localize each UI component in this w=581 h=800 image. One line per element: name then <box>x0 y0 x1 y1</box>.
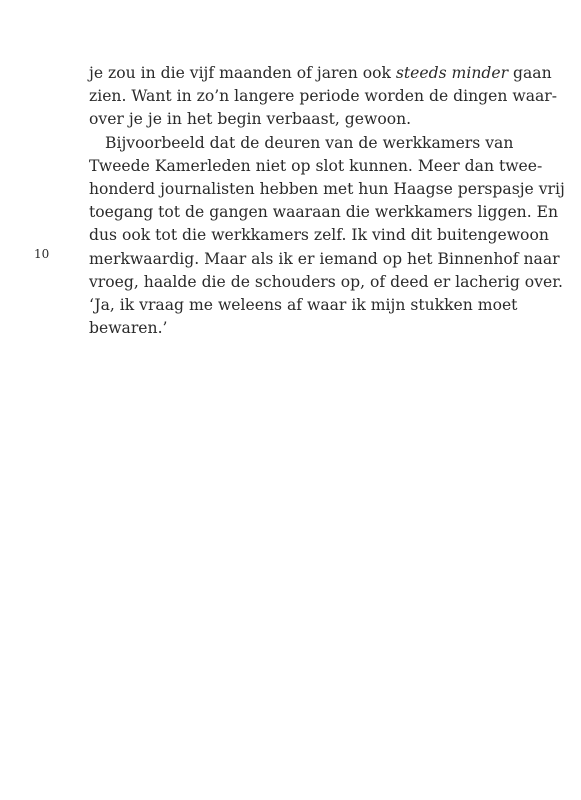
text-line: vroeg, haalde die de schouders op, of deed er lacherig over. <box>89 272 563 291</box>
text-line: zien. Want in zo’n langere periode worden de dingen waar- <box>89 87 558 106</box>
text-segment: gaan <box>508 64 552 82</box>
line-number-marker: 10 <box>34 247 50 261</box>
text-line: ‘Ja, ik vraag me weleens af waar ik mijn stukken moet <box>89 295 518 314</box>
text-segment: je zou in die vijf maanden of jaren ook <box>89 64 396 82</box>
body-text <box>89 62 565 340</box>
text-line: honderd journalisten hebben met hun Haagse perspasje vrij <box>89 179 565 198</box>
text-line: dus ook tot die werkkamers zelf. Ik vind dit buitengewoon <box>89 226 549 245</box>
paragraph-first-line: Bijvoorbeeld dat de deuren van de werkkamers van <box>105 133 514 152</box>
text-line: Tweede Kamerleden niet op slot kunnen. Meer dan twee- <box>89 156 543 175</box>
italic-emphasis: steeds minder <box>395 64 509 82</box>
text-line: bewaren.’ <box>89 319 168 338</box>
text-line: toegang tot de gangen waaraan die werkkamers liggen. En <box>89 203 559 222</box>
text-line: over je je in het begin verbaast, gewoon. <box>89 110 412 129</box>
text-line: merkwaardig. Maar als ik er iemand op het Binnenhof naar <box>89 249 560 268</box>
text-line <box>89 62 552 85</box>
